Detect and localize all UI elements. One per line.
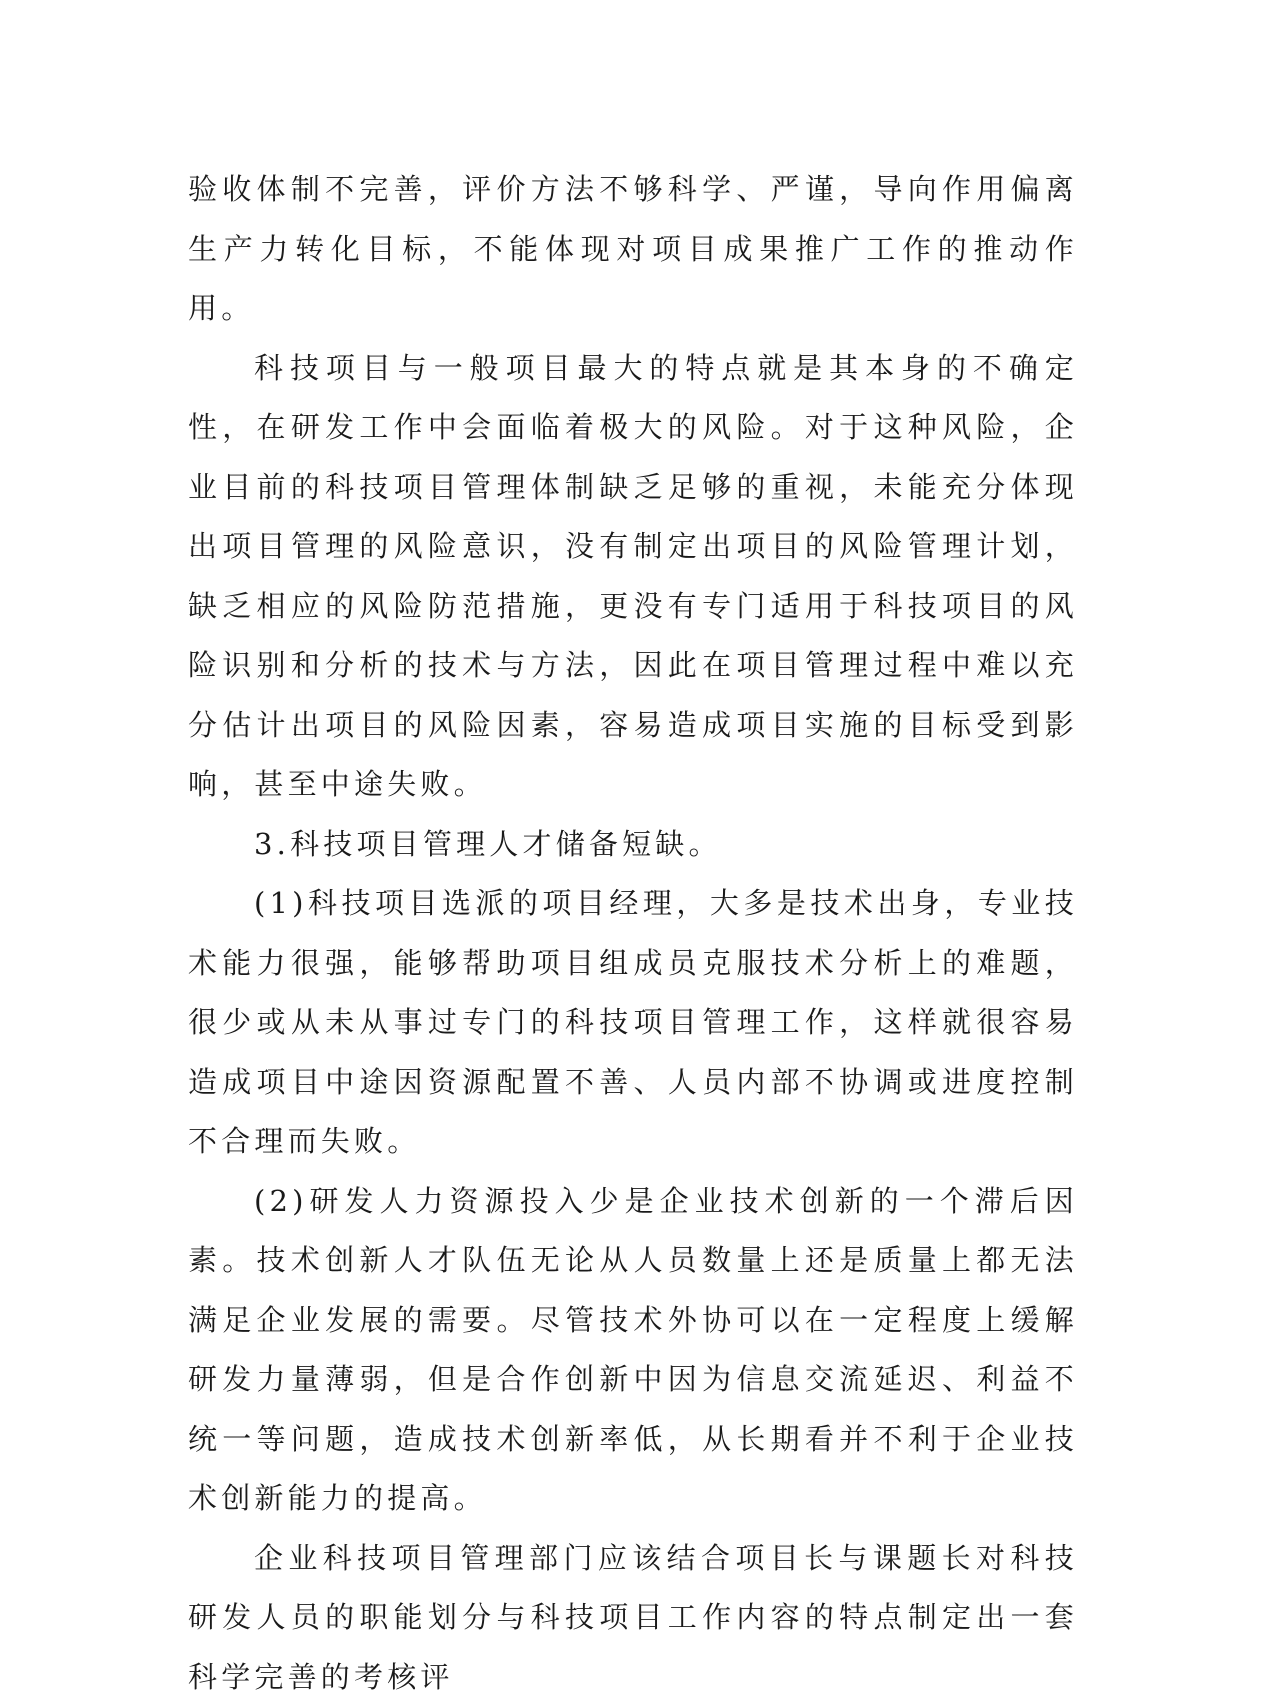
paragraph-acceptance-system: 验收体制不完善，评价方法不够科学、严谨，导向作用偏离生产力转化目标，不能体现对项目成果推广工作的推动作用。: [188, 160, 1078, 339]
paragraph-project-risk: 科技项目与一般项目最大的特点就是其本身的不确定性，在研发工作中会面临着极大的风险。对于这种风险，企业目前的科技项目管理体制缺乏足够的重视，未能充分体现出项目管理的风险意识，没有制定出项目的风险管理计划，缺乏相应的风险防范措施，更没有专门适用于科技项目的风险识别和分析的技术与方法，因此在项目管理过程中难以充分估计出项目的风险因素，容易造成项目实施的目标受到影响，甚至中途失败。: [188, 339, 1078, 815]
paragraph-rd-investment: (2)研发人力资源投入少是企业技术创新的一个滞后因素。技术创新人才队伍无论从人员数量上还是质量上都无法满足企业发展的需要。尽管技术外协可以在一定程度上缓解研发力量薄弱，但是合作创新中因为信息交流延迟、利益不统一等问题，造成技术创新率低，从长期看并不利于企业技术创新能力的提高。: [188, 1172, 1078, 1529]
paragraph-management-department: 企业科技项目管理部门应该结合项目长与课题长对科技研发人员的职能划分与科技项目工作内容的特点制定出一套科学完善的考核评: [188, 1529, 1078, 1707]
paragraph-heading-talent-shortage: 3.科技项目管理人才储备短缺。: [188, 815, 1078, 875]
document-body: [188, 160, 1078, 1707]
paragraph-project-manager: (1)科技项目选派的项目经理，大多是技术出身，专业技术能力很强，能够帮助项目组成员克服技术分析上的难题，很少或从未从事过专门的科技项目管理工作，这样就很容易造成项目中途因资源配置不善、人员内部不协调或进度控制不合理而失败。: [188, 874, 1078, 1172]
